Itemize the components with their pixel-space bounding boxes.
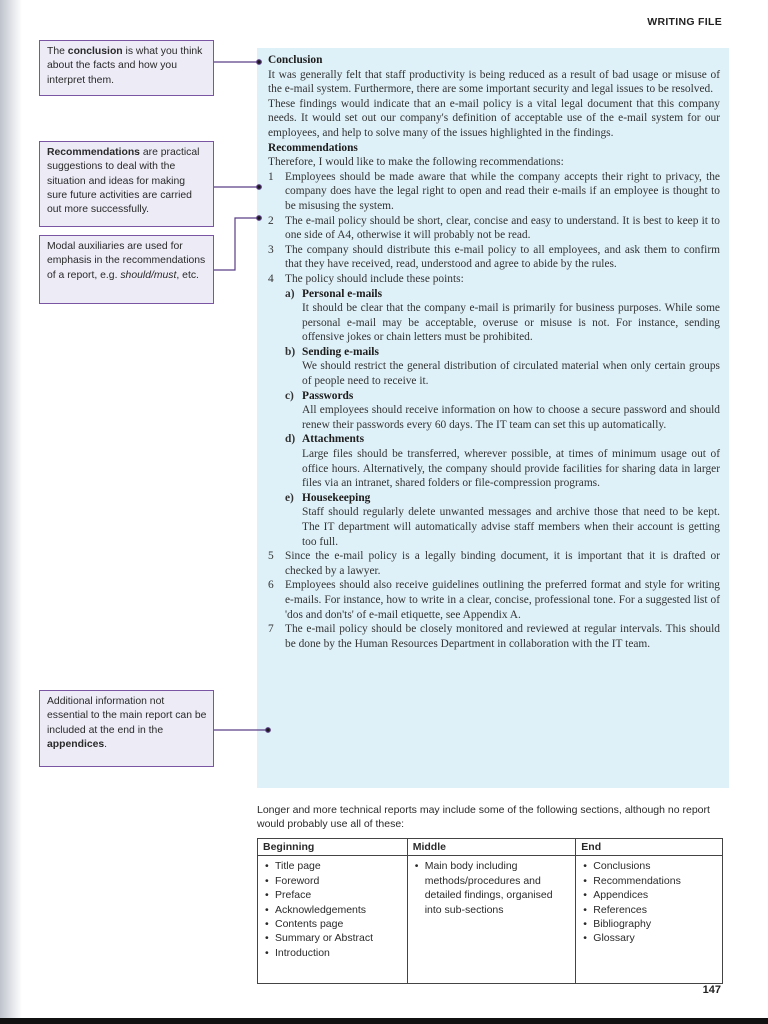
column-header-end: End (576, 839, 723, 856)
page-gutter-shadow (0, 0, 22, 1024)
end-cell (576, 856, 723, 984)
recommendations-intro: Therefore, I would like to make the following recommendations: (268, 156, 564, 169)
subpoint-title: Personal e-mails (302, 287, 383, 300)
policy-subpoint: e) Housekeeping Staff should regularly delete unwanted messages and archive those that need to be kept. The IT department will automatically advise staff members when their account is getting too full. (285, 491, 720, 548)
list-item: • Conclusions (581, 859, 717, 873)
list-item: • Preface (263, 888, 402, 902)
recommendation-item: 5 Since the e-mail policy is a legally binding document, it is important that it is drafted or checked by a lawyer. (268, 550, 720, 577)
page-number: 147 (702, 984, 721, 996)
running-header: WRITING FILE (647, 16, 722, 28)
subpoint-text: We should restrict the general distribution of circulated material when only certain groups of people need to receive it. (302, 360, 720, 388)
list-item: • Recommendations (581, 874, 717, 888)
subpoint-text: All employees should receive information on how to choose a secure password and should renew their passwords every 60 days. The IT team can set this up automatically. (302, 404, 720, 431)
subpoint-text: It should be clear that the company e-mail is primarily for business purposes. While some personal e-mail may be acceptable, overuse or misuse is not. For instance, sending offensive jokes or chain letters must be prohibited. (302, 302, 720, 344)
subpoint-text: Staff should regularly delete unwanted messages and archive those that need to be kept. The IT department will automatically advise staff members when their account is getting too full. (302, 506, 720, 548)
recommendation-item: 1 Employees should be made aware that while the company accepts their right to privacy, the company does have the legal right to open and read their e-mails if an employee is thought to be misusing the system. (268, 170, 720, 212)
list-item: • Introduction (263, 946, 402, 960)
recommendation-item: 2 The e-mail policy should be short, clear, concise and easy to understand. It is best to keep it to one side of A4, otherwise it will probably not be read. (268, 214, 720, 242)
report-sections-table (257, 838, 723, 984)
recommendation-item: 3 The company should distribute this e-mail policy to all employees, and ask them to confirm that they have received, read, understood and agree to abide by the rules. (268, 243, 720, 271)
list-item: • Bibliography (581, 917, 717, 931)
page-bottom-edge (0, 1018, 768, 1024)
policy-subpoint: c) Passwords All employees should receive information on how to choose a secure password and should renew their passwords every 60 days. The IT team can set this up automatically. (285, 389, 720, 431)
conclusion-paragraph-1: It was generally felt that staff productivity is being reduced as a result of bad usage or misuse of the e-mail system. Furthermore, there are some important security and legal issues to be resolved. (268, 68, 720, 96)
list-item: • Glossary (581, 931, 717, 945)
sections-intro: Longer and more technical reports may include some of the following sections, although no report would probably use all of these: (257, 804, 710, 830)
conclusion-paragraph-2: These findings would indicate that an e-mail policy is a vital legal document that this company needs. It would set out our company's definition of acceptable use of the e-mail system for our employees, and help to solve many of the issues highlighted in the findings. (268, 97, 720, 139)
beginning-cell (258, 856, 408, 984)
report-body (268, 53, 720, 651)
callout-modal-auxiliaries: Modal auxiliaries are used for emphasis in the recommendations of a report, e.g. should/must, etc. (39, 235, 214, 304)
callout-recommendations: Recommendations are practical suggestions to deal with the situation and ideas for making sure future activities are carried out more successfully. (39, 141, 214, 227)
recommendation-item: 4 The policy should include these points: (268, 272, 464, 285)
list-item: • Summary or Abstract (263, 931, 402, 945)
callout-appendices: Additional information not essential to the main report can be included at the end in the appendices. (39, 690, 214, 767)
middle-cell (407, 856, 576, 984)
subpoint-text: Large files should be transferred, wherever possible, at times of minimum usage out of office hours. Alternatively, the company should provide facilities for sharing data in larger files via an intranet, shared folders or file-compression programs. (302, 448, 720, 490)
recommendation-item: 7 The e-mail policy should be closely monitored and reviewed at regular intervals. This should be done by the Human Resources Department in collaboration with the IT team. (268, 623, 720, 650)
recommendations-heading: Recommendations (268, 141, 358, 154)
subpoint-title: Attachments (302, 433, 365, 446)
connector-modal (214, 218, 258, 270)
list-item: • Title page (263, 859, 402, 873)
policy-subpoint: b) Sending e-mails We should restrict the general distribution of circulated material when only certain groups of people need to receive it. (285, 345, 720, 388)
recommendation-item: 6 Employees should also receive guidelines outlining the preferred format and style for writing e-mails. For instance, how to write in a clear, concise, professional tone. For a suggested list of 'dos and don'ts' of e-mail etiquette, see Appendix A. (268, 579, 720, 621)
subpoint-title: Passwords (302, 389, 354, 402)
policy-subpoint: a) Personal e-mails It should be clear that the company e-mail is primarily for business purposes. While some personal e-mail may be acceptable, overuse or misuse is not. For instance, sending offensive jokes or chain letters must be prohibited. (285, 287, 720, 344)
list-item: • Contents page (263, 917, 402, 931)
subpoint-title: Housekeeping (302, 491, 371, 504)
policy-subpoint: d) Attachments Large files should be transferred, wherever possible, at times of minimum usage out of office hours. Alternatively, the company should provide facilities for sharing data in larger files via an intranet, shared folders or file-compression programs. (285, 433, 720, 490)
list-item: • Acknowledgements (263, 903, 402, 917)
list-item: • Main body including methods/procedures and detailed findings, organised into sub-sections (413, 859, 571, 917)
conclusion-heading: Conclusion (268, 54, 323, 66)
table-row (258, 856, 723, 984)
column-header-beginning: Beginning (258, 839, 408, 856)
list-item: • Foreword (263, 874, 402, 888)
table-header-row (258, 839, 723, 856)
column-header-middle: Middle (407, 839, 576, 856)
list-item: • Appendices (581, 888, 717, 902)
callout-conclusion: The conclusion is what you think about the facts and how you interpret them. (39, 40, 214, 96)
subpoint-title: Sending e-mails (302, 345, 379, 358)
list-item: • References (581, 903, 717, 917)
